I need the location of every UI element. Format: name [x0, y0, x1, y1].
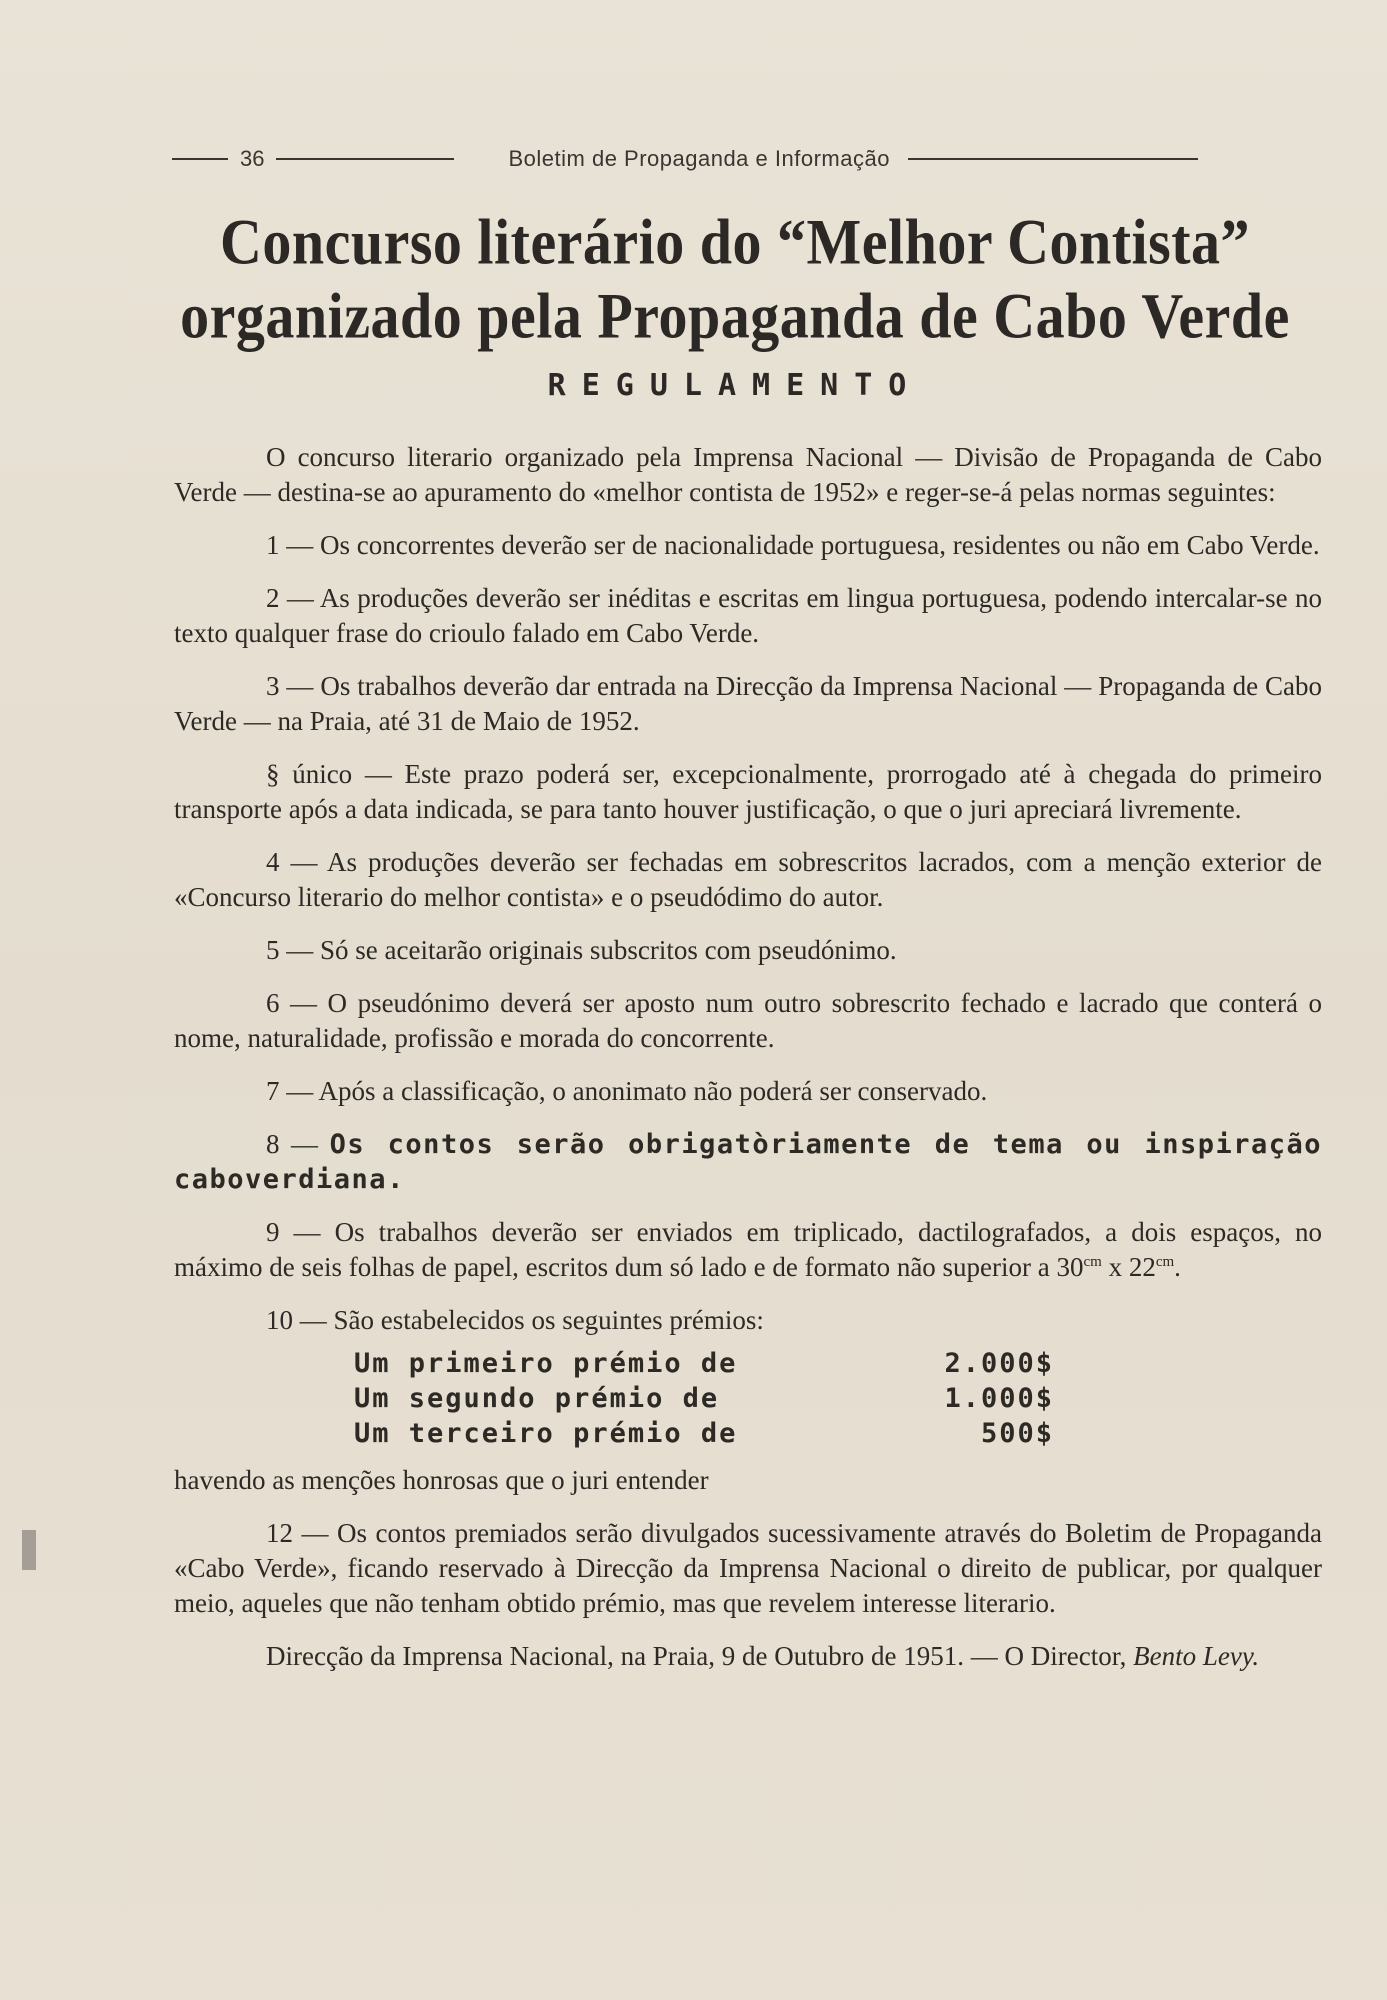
- rule-8-text: Os contos serão obrigatòriamente de tema ou inspiração caboverdiana.: [174, 1129, 1323, 1195]
- prize-row-first: [354, 1346, 1322, 1381]
- rule-6: 6 — O pseudónimo deverá ser aposto num outro sobrescrito fechado e lacrado que conterá o nome, naturalidade, profissão e morada do concorrente.: [174, 988, 1322, 1053]
- signature-name: Bento Levy.: [1133, 1641, 1260, 1671]
- rule-9-middle: x 22: [1101, 1252, 1156, 1282]
- running-header: [172, 144, 1322, 174]
- prize-label: Um primeiro prémio de: [354, 1348, 738, 1379]
- intro-paragraph: O concurso literario organizado pela Imprensa Nacional — Divisão de Propaganda de Cabo Verde — destina-se ao apuramento do «melhor contista de 1952» e reger-se-á pelas normas seguintes:: [174, 442, 1322, 507]
- header-rule-middle: [276, 158, 454, 160]
- rule-10: 10 — São estabelecidos os seguintes prémios:: [266, 1305, 764, 1335]
- rule-9-text: 9 — Os trabalhos deverão ser enviados em triplicado, dactilografados, a dois espaços, no máximo de seis folhas de papel, escritos dum só lado e de formato não superior a 30: [174, 1217, 1322, 1282]
- rule-3: 3 — Os trabalhos deverão dar entrada na Direcção da Imprensa Nacional — Propaganda de Cabo Verde — na Praia, até 31 de Maio de 1952.: [174, 671, 1322, 736]
- header-rule-left: [172, 158, 228, 160]
- rule-9: [174, 1215, 1322, 1285]
- honorable-mentions: havendo as menções honrosas que o juri entender: [174, 1465, 709, 1495]
- header-rule-right: [908, 158, 1198, 160]
- article-body: [174, 440, 1322, 1692]
- rule-9-unit-1: cm: [1083, 1254, 1102, 1270]
- prize-value: 1.000$: [944, 1383, 1054, 1414]
- publication-title: Boletim de Propaganda e Informação: [508, 146, 890, 171]
- signature-text: Direcção da Imprensa Nacional, na Praia, 9 de Outubro de 1951. — O Director,: [266, 1641, 1134, 1671]
- rule-8-number: 8 —: [266, 1129, 330, 1159]
- prize-value: 2.000$: [944, 1348, 1054, 1379]
- rule-12: 12 — Os contos premiados serão divulgados sucessivamente através do Boletim de Propaganda «Cabo Verde», ficando reservado à Direcção da Imprensa Nacional o direito de publicar, por qualquer meio, aqueles que não tenham obtido prémio, mas que revelem interesse literario.: [174, 1518, 1322, 1618]
- rule-7: 7 — Após a classificação, o anonimato não poderá ser conservado.: [266, 1076, 988, 1106]
- prize-row-third: [354, 1416, 1322, 1451]
- prize-list: [354, 1346, 1322, 1451]
- signature-paragraph: [174, 1639, 1322, 1674]
- rule-9-unit-2: cm: [1155, 1254, 1175, 1270]
- prize-value: 500$: [980, 1418, 1054, 1449]
- rule-3-sole-paragraph: § único — Este prazo poderá ser, excepcionalmente, prorrogado até à chegada do primeiro transporte após a data indicada, se para tanto houver justificação, o que o juri apreciará livremente.: [174, 759, 1322, 824]
- article-title-line-2: organizado pela Propaganda de Cabo Verde: [180, 279, 1290, 352]
- article-title-line-1: Concurso literário do “Melhor Contista”: [219, 205, 1251, 278]
- prize-label: Um terceiro prémio de: [354, 1418, 738, 1449]
- prize-row-second: [354, 1381, 1322, 1416]
- prize-label: Um segundo prémio de: [354, 1383, 720, 1414]
- rule-5: 5 — Só se aceitarão originais subscritos com pseudónimo.: [266, 935, 897, 965]
- rule-2: 2 — As produções deverão ser inéditas e escritas em lingua portuguesa, podendo intercalar-se no texto qualquer frase do crioulo falado em Cabo Verde.: [174, 583, 1322, 648]
- section-heading: REGULAMENTO: [547, 368, 923, 403]
- rule-1: 1 — Os concorrentes deverão ser de nacionalidade portuguesa, residentes ou não em Cabo Verde.: [266, 530, 1320, 560]
- margin-mark: [22, 1530, 36, 1570]
- rule-8: [174, 1127, 1322, 1197]
- page-number: 36: [240, 146, 265, 171]
- rule-9-end: .: [1174, 1252, 1181, 1282]
- rule-4: 4 — As produções deverão ser fechadas em sobrescritos lacrados, com a menção exterior de «Concurso literario do melhor contista» e o pseudódimo do autor.: [174, 847, 1322, 912]
